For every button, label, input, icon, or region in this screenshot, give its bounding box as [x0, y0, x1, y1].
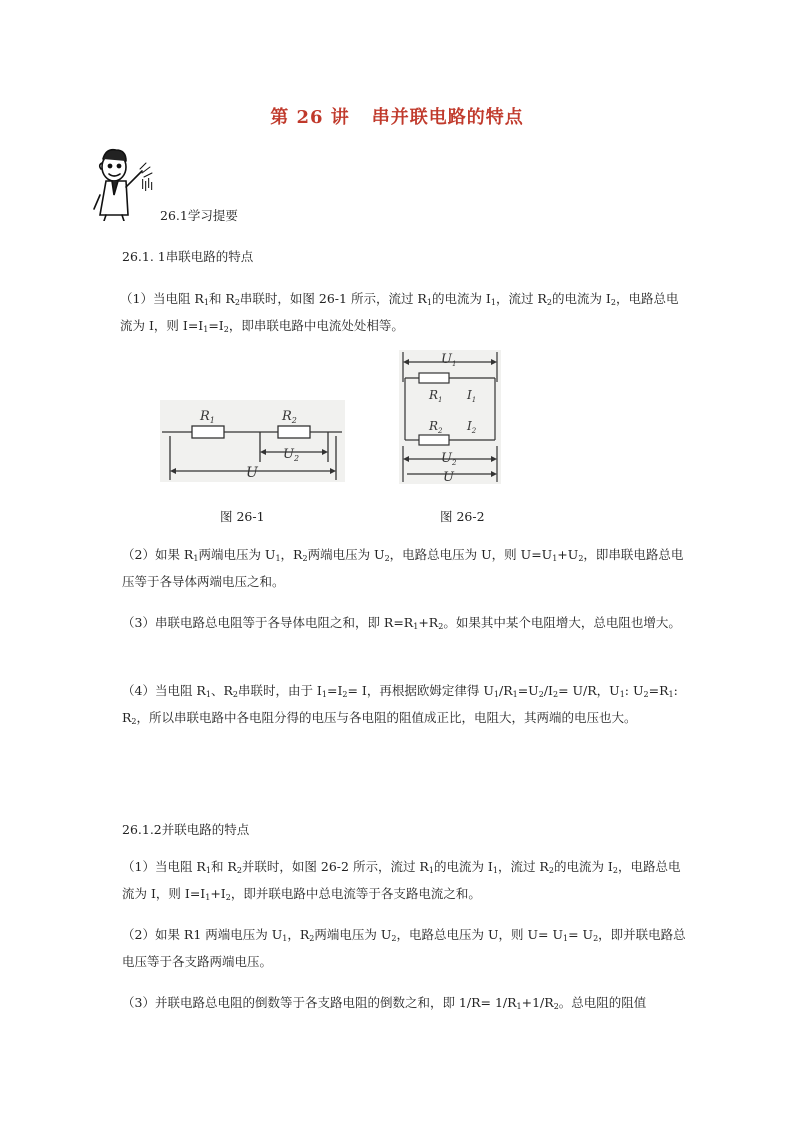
section-heading-26-1: 26.1学习提要	[160, 208, 238, 223]
series-paragraph-3: （3）串联电路总电阻等于各导体电阻之和，即 $R=R_1+R_2$。如果其中某个电阻增大，总电阻也增大。	[122, 615, 681, 631]
label-r2: $R_2$	[429, 419, 443, 435]
figure-26-2-caption: 图 26-2	[440, 509, 485, 524]
resistor-r2	[419, 435, 449, 445]
parallel-paragraph-3: （3）并联电路总电阻的倒数等于各支路电阻的倒数之和，即 $1/R= 1/R_1+1/R_2$。总电阻的阻值	[122, 995, 647, 1011]
page-title	[0, 103, 794, 129]
label-i1: $I_1$	[467, 388, 477, 404]
resistor-r2	[278, 426, 310, 438]
lecture-title: 串并联电路的特点	[371, 107, 524, 128]
figure-26-2-parallel-circuit	[399, 350, 501, 484]
resistor-r1	[419, 373, 449, 383]
section-heading-26-1-1: 26.1. 1串联电路的特点	[122, 249, 254, 264]
parallel-paragraph-1: （1）当电阻 $R_1$和 $R_2$并联时，如图 26-2 所示，流过 $R_1$的电流为 $I_1$，流过 $R_2$的电流为 $I_2$，电路总电流为 I，则 $I=I_1+I_2$，即并联电路中总电流等于各支路电流之和。	[122, 859, 681, 902]
label-u2: $U_2$	[283, 447, 300, 463]
label-r1: $R_1$	[429, 388, 443, 404]
section-heading-26-1-2: 26.1.2并联电路的特点	[122, 822, 250, 837]
figure-26-1-caption: 图 26-1	[220, 509, 265, 524]
series-paragraph-2: （2）如果 $R_1$两端电压为 $U_1$，$R_2$两端电压为 $U_2$，电路总电压为 U，则 $U=U_1+U_2$，即串联电路总电压等于各导体两端电压之和。	[122, 547, 684, 589]
series-paragraph-4: （4）当电阻 $R_1$、$R_2$串联时，由于 $I_1=I_2= I$，再根据欧姆定律得 $U_1/R_1=U_2/I_2= U/R$，$U_1$: $U_2=R_1$: $R_2$，所以串联电路中各电阻分得的电压与各电阻的阻值成正比，电阻大，其两端的电压也大。	[122, 683, 678, 726]
parallel-paragraph-2: （2）如果 R1 两端电压为 $U_1$，$R_2$两端电压为 $U_2$，电路总电压为 U，则 $U= U_1= U_2$，即并联电路总电压等于各支路两端电压。	[122, 927, 686, 969]
label-u2: $U_2$	[441, 451, 457, 467]
label-u1: $U_1$	[441, 352, 457, 368]
series-paragraph-1: （1）当电阻 $R_1$和 $R_2$串联时，如图 26-1 所示，流过 $R_1$的电流为 $I_1$，流过 $R_2$的电流为 $I_2$，电路总电流为 I，则 $I=I_1=I_2$，即串联电路中电流处处相等。	[120, 291, 679, 334]
lecture-number: 第 26 讲	[270, 107, 350, 128]
label-u: U	[246, 465, 258, 481]
teacher-cartoon-icon	[92, 145, 160, 221]
label-r1: $R_1$	[200, 409, 215, 425]
label-r2: $R_2$	[282, 409, 297, 425]
resistor-r1	[192, 426, 224, 438]
figure-26-1-series-circuit	[160, 400, 345, 482]
label-u: U	[443, 470, 454, 484]
label-i2: $I_2$	[467, 419, 477, 435]
